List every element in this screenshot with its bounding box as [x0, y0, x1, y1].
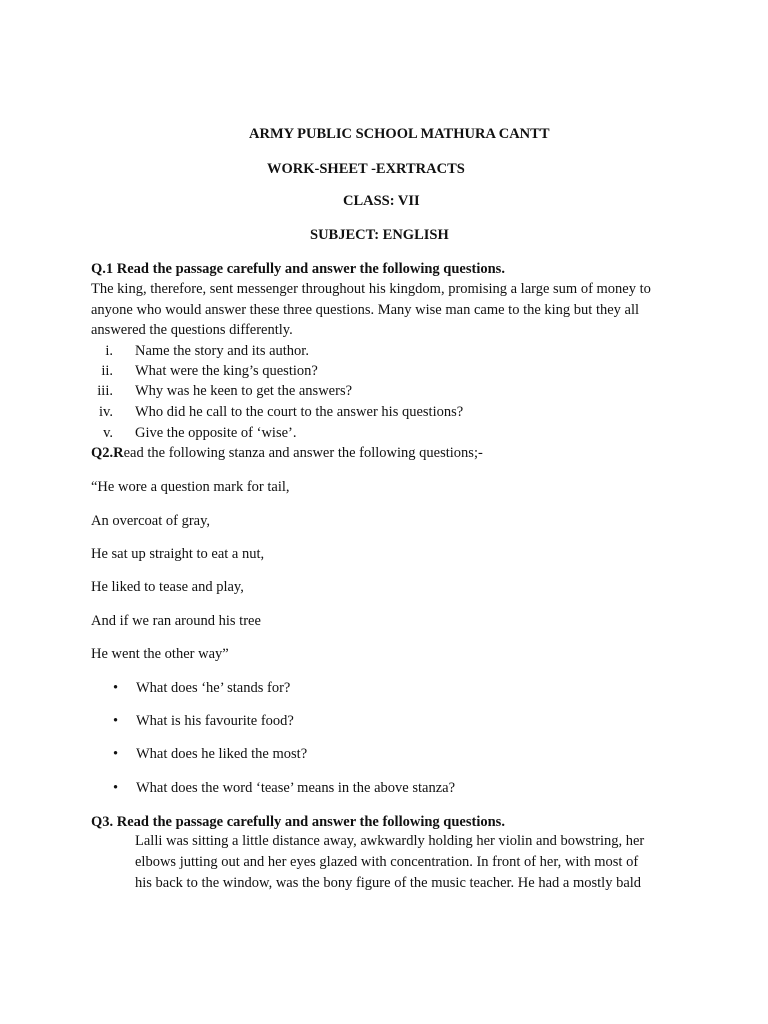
class-label: CLASS: VII: [343, 193, 420, 209]
q1-question-text: Give the opposite of ‘wise’.: [135, 425, 297, 441]
q2-label: Q2.R: [91, 445, 124, 461]
q1-question-text: Who did he call to the court to the answer his questions?: [135, 404, 464, 420]
q1-passage-line: answered the questions differently.: [91, 322, 293, 338]
school-name: ARMY PUBLIC SCHOOL MATHURA CANTT: [249, 126, 550, 142]
q2-question-text: What is his favourite food?: [136, 713, 294, 729]
bullet-icon: •: [113, 746, 119, 762]
worksheet-title: WORK-SHEET -EXRTRACTS: [267, 161, 465, 177]
q3-passage-line: his back to the window, was the bony figure of the music teacher. He had a mostly bald: [135, 875, 642, 891]
stanza-line: And if we ran around his tree: [91, 613, 261, 629]
q2-question-text: What does he liked the most?: [136, 746, 308, 762]
q1-question-text: What were the king’s question?: [135, 363, 318, 379]
q1-question-number: iv.: [99, 404, 113, 420]
q1-question-number: ii.: [101, 363, 113, 379]
stanza-line: He sat up straight to eat a nut,: [91, 546, 265, 562]
q2-heading-text: ead the following stanza and answer the following questions;-: [123, 445, 483, 461]
q1-question-number: i.: [105, 343, 113, 359]
bullet-icon: •: [113, 713, 119, 729]
stanza-line: An overcoat of gray,: [91, 513, 211, 529]
q1-question-text: Name the story and its author.: [135, 343, 309, 359]
q2-question-text: What does ‘he’ stands for?: [136, 680, 291, 696]
q1-heading: Q.1 Read the passage carefully and answer the following questions.: [91, 261, 505, 277]
q1-passage-line: anyone who would answer these three questions. Many wise man came to the king but they all: [91, 302, 640, 318]
stanza-line: “He wore a question mark for tail,: [91, 479, 290, 495]
bullet-icon: •: [113, 680, 119, 696]
q2-question-text: What does the word ‘tease’ means in the above stanza?: [136, 780, 455, 796]
stanza-line: He liked to tease and play,: [91, 579, 244, 595]
q1-question-text: Why was he keen to get the answers?: [135, 383, 353, 399]
q1-question-number: v.: [103, 425, 113, 441]
q2-heading: [91, 445, 483, 462]
subject-label: SUBJECT: ENGLISH: [310, 227, 449, 243]
q3-passage-line: Lalli was sitting a little distance away, awkwardly holding her violin and bowstring, her: [135, 833, 645, 849]
stanza-line: He went the other way”: [91, 646, 229, 662]
q3-passage-line: elbows jutting out and her eyes glazed with concentration. In front of her, with most of: [135, 854, 639, 870]
q3-heading: Q3. Read the passage carefully and answer the following questions.: [91, 814, 505, 830]
q1-passage-line: The king, therefore, sent messenger throughout his kingdom, promising a large sum of money to: [91, 281, 651, 297]
bullet-icon: •: [113, 780, 119, 796]
q1-question-number: iii.: [97, 383, 113, 399]
